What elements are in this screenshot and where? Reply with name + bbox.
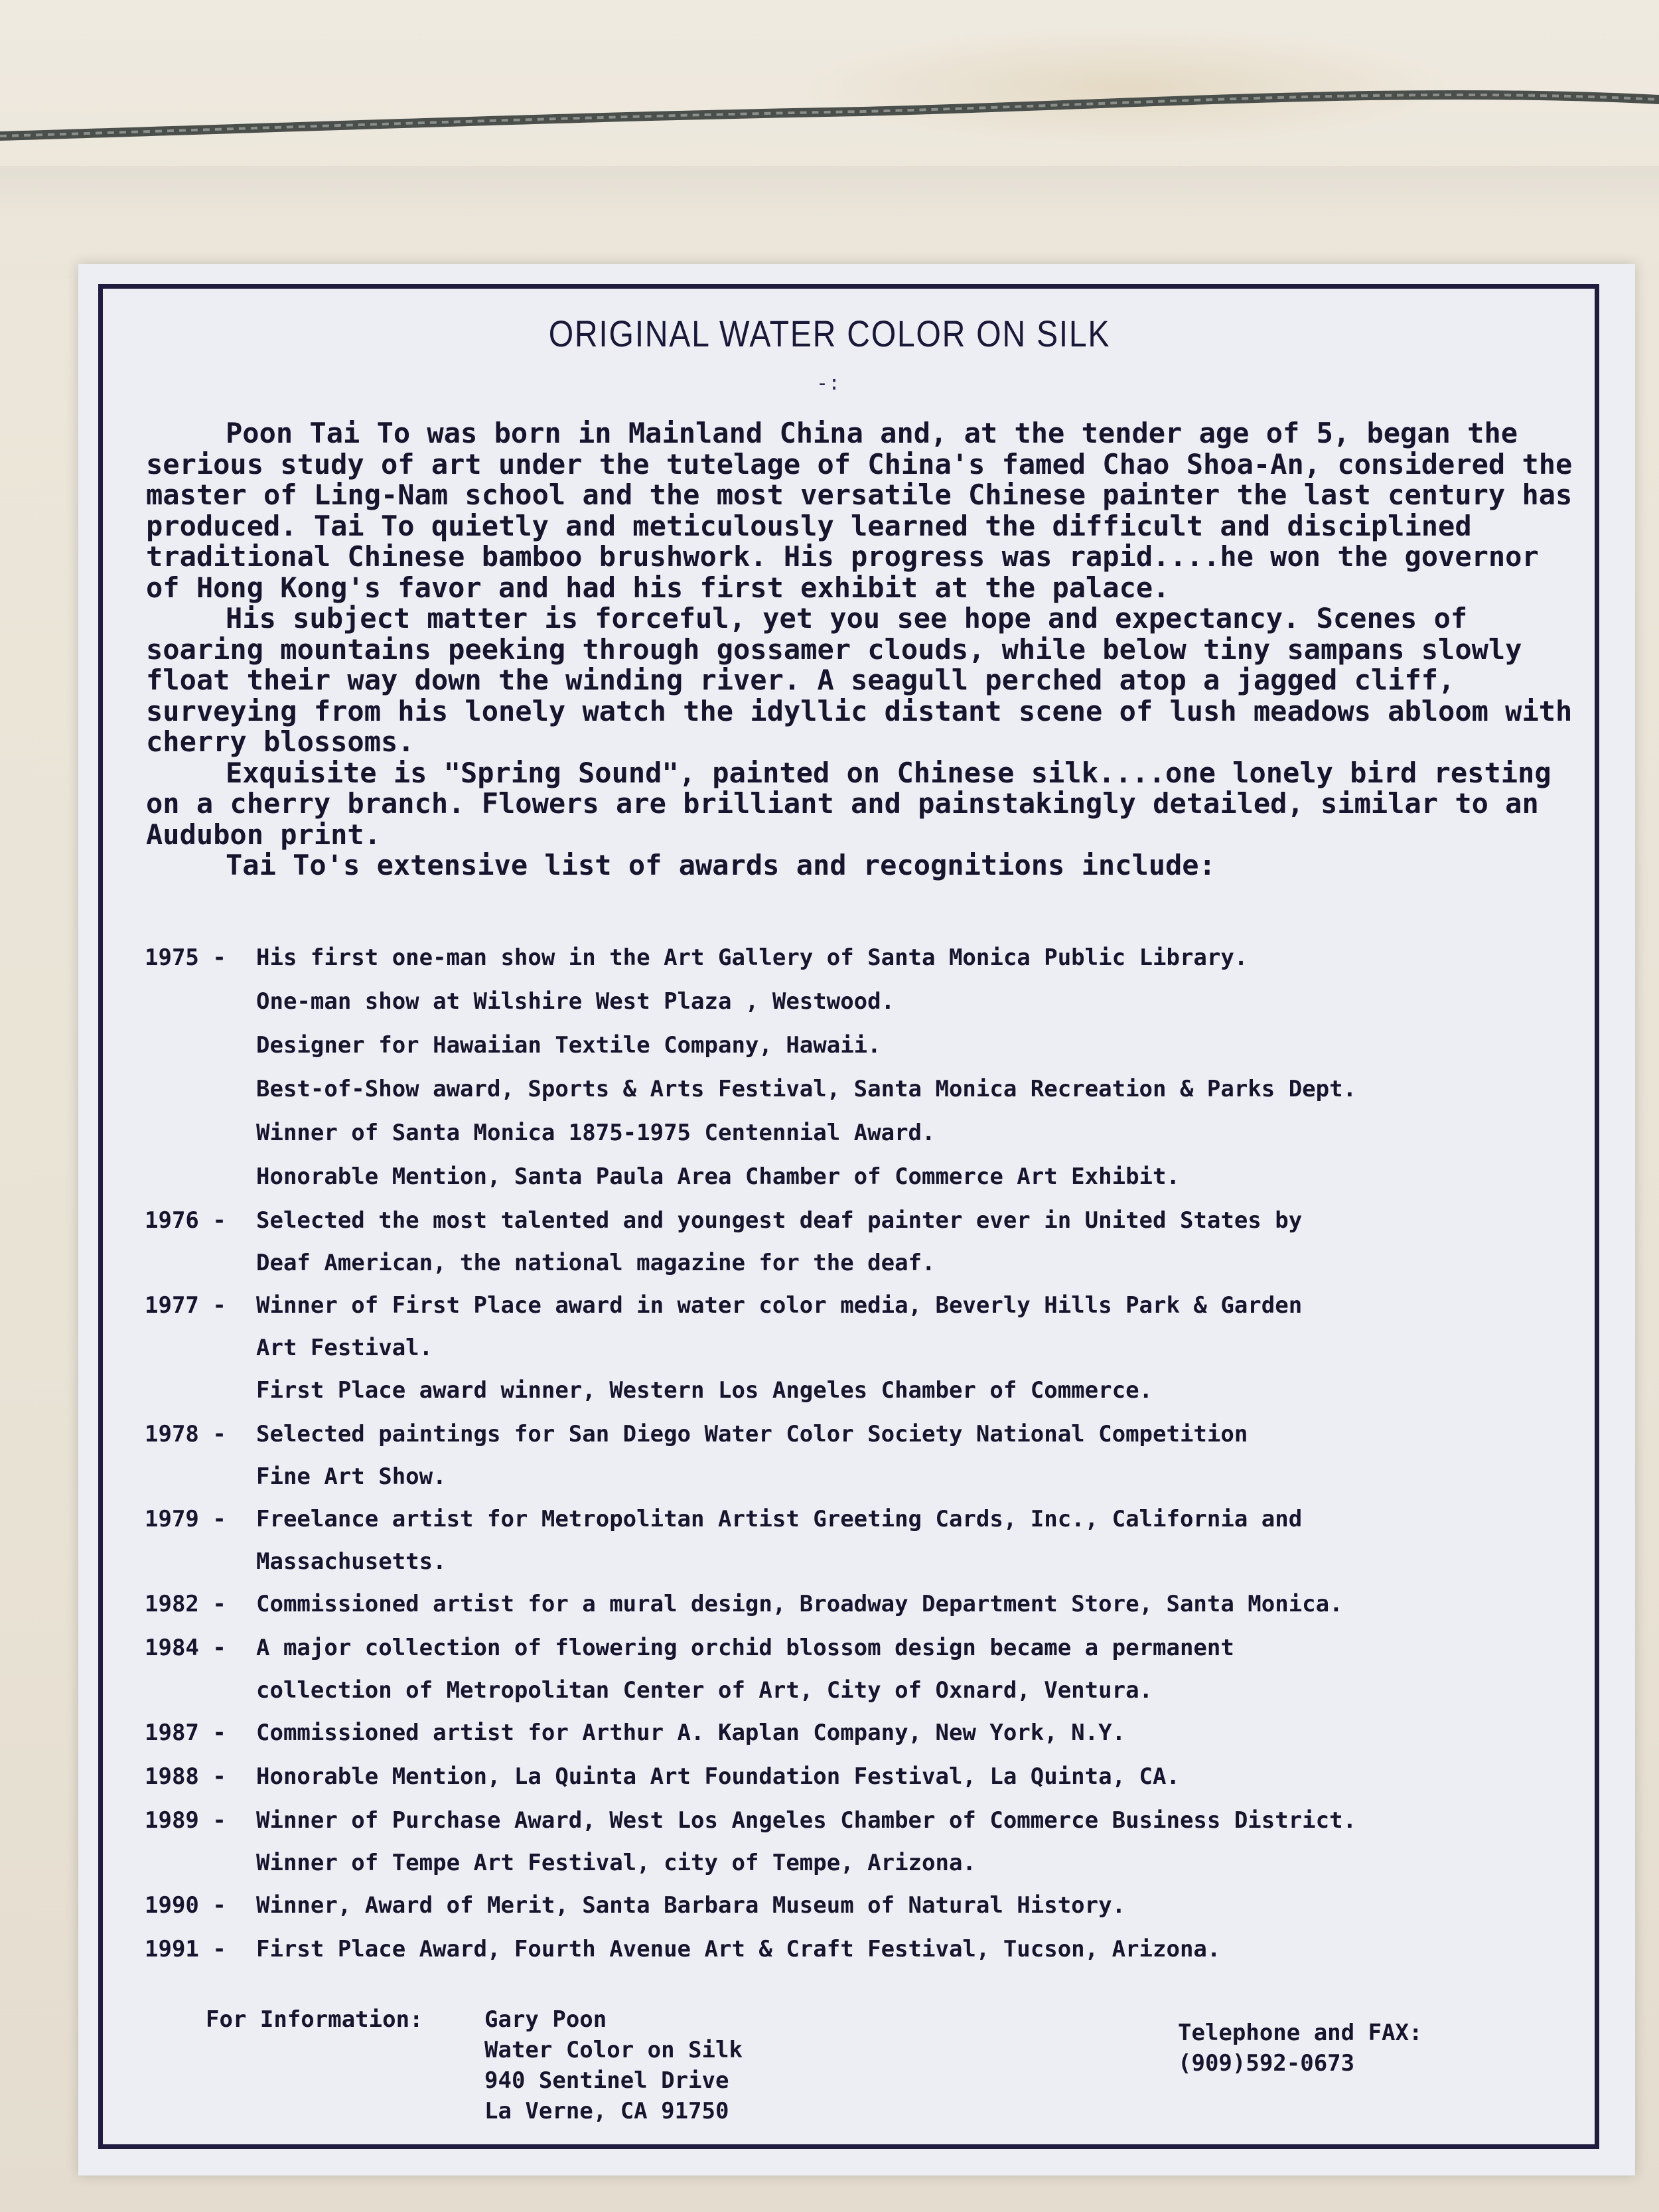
award-line	[145, 1023, 1591, 1067]
award-line	[145, 1284, 1591, 1327]
paragraph-spring-sound: Exquisite is "Spring Sound", painted on Chinese silk....one lonely bird resting on a cherry branch. Flowers are brilliant and painstakingly detailed, similar to an Audubon print.	[146, 756, 1551, 851]
award-entry	[145, 1883, 1591, 1927]
award-line	[145, 1883, 1591, 1927]
award-year: 1976 -	[145, 1207, 226, 1234]
award-text: Designer for Hawaiian Textile Company, Hawaii.	[256, 1032, 881, 1059]
award-year: 1987 -	[145, 1720, 226, 1746]
award-year: 1982 -	[145, 1591, 226, 1617]
info-label: For Information:	[206, 2006, 423, 2033]
award-year: 1978 -	[145, 1421, 226, 1447]
award-line	[145, 1842, 1591, 1883]
award-entry	[145, 1799, 1591, 1883]
award-year: 1988 -	[145, 1763, 226, 1790]
award-text: Winner of First Place award in water color media, Beverly Hills Park & Garden	[256, 1292, 1303, 1319]
award-text: Deaf American, the national magazine for the deaf.	[256, 1250, 936, 1276]
award-line	[145, 1155, 1591, 1199]
intro-text	[146, 418, 1573, 881]
award-text: Honorable Mention, La Quinta Art Foundation Festival, La Quinta, CA.	[256, 1763, 1180, 1790]
award-line	[145, 1412, 1591, 1456]
award-line	[145, 1368, 1591, 1412]
paragraph-subject-matter: His subject matter is forceful, yet you see hope and expectancy. Scenes of soaring mountains peeking through gossamer clouds, while below tiny sampans slowly float their way down the winding river. A seagull perched atop a jagged cliff, surveying from his lonely watch the idyllic distant scene of lush meadows abloom with cherry blossoms.	[146, 602, 1573, 758]
award-entry	[145, 1626, 1591, 1711]
address-line: Water Color on Silk	[484, 2037, 743, 2063]
address-line: Gary Poon	[484, 2006, 607, 2033]
award-line	[145, 1626, 1591, 1670]
award-text: Massachusetts.	[256, 1548, 447, 1575]
award-entry	[145, 1067, 1591, 1111]
award-entry	[145, 1755, 1591, 1799]
award-entry	[145, 1582, 1591, 1626]
award-text: Winner of Santa Monica 1875-1975 Centennial Award.	[256, 1120, 936, 1146]
award-line	[145, 1927, 1591, 1971]
award-year: 1979 -	[145, 1506, 226, 1532]
phone-label: Telephone and FAX:	[1178, 2020, 1423, 2046]
award-year: 1984 -	[145, 1635, 226, 1661]
award-entry	[145, 1368, 1591, 1412]
award-year: 1990 -	[145, 1892, 226, 1919]
address-line: La Verne, CA 91750	[484, 2098, 729, 2124]
award-year: 1977 -	[145, 1292, 226, 1319]
award-text: His first one-man show in the Art Gallery of Santa Monica Public Library.	[256, 944, 1248, 971]
awards-list	[145, 936, 1591, 1971]
phone-number: (909)592-0673	[1178, 2050, 1355, 2077]
award-text: Fine Art Show.	[256, 1463, 447, 1490]
award-entry	[145, 1497, 1591, 1582]
award-line	[145, 936, 1591, 980]
contact-address	[484, 2004, 743, 2126]
award-line	[145, 1755, 1591, 1799]
award-year: 1975 -	[145, 944, 226, 971]
award-text: Commissioned artist for a mural design, Broadway Department Store, Santa Monica.	[256, 1591, 1343, 1617]
frame-edge	[0, 166, 1659, 226]
award-text: Commissioned artist for Arthur A. Kaplan Company, New York, N.Y.	[256, 1720, 1126, 1746]
award-text: Winner of Tempe Art Festival, city of Tempe, Arizona.	[256, 1850, 976, 1876]
contact-phone	[1178, 2018, 1422, 2079]
award-entry	[145, 1199, 1591, 1284]
award-line	[145, 1456, 1591, 1497]
paragraph-biography: Poon Tai To was born in Mainland China and, at the tender age of 5, began the serious study of art under the tutelage of China's famed Chao Shoa-An, considered the master of Ling-Nam school and the most versatile Chinese painter the last century has produced. Tai To quietly and meticulously learned the difficult and disciplined traditional Chinese bamboo brushwork. His progress was rapid....he won the governor of Hong Kong's favor and had his first exhibit at the palace.	[146, 417, 1573, 604]
award-line	[145, 1497, 1591, 1541]
award-text: A major collection of flowering orchid blossom design became a permanent	[256, 1635, 1234, 1661]
award-line	[145, 1199, 1591, 1242]
award-line	[145, 1327, 1591, 1368]
award-line	[145, 1670, 1591, 1711]
award-line	[145, 1541, 1591, 1582]
award-entry	[145, 936, 1591, 980]
award-line	[145, 1799, 1591, 1842]
award-text: Selected the most talented and youngest deaf painter ever in United States by	[256, 1207, 1303, 1234]
award-year: 1991 -	[145, 1936, 226, 1962]
award-entry	[145, 1927, 1591, 1971]
award-text: Winner, Award of Merit, Santa Barbara Museum of Natural History.	[256, 1892, 1126, 1919]
award-year: 1989 -	[145, 1807, 226, 1834]
paragraph-awards-intro: Tai To's extensive list of awards and recognitions include:	[226, 849, 1216, 881]
award-text: First Place Award, Fourth Avenue Art & Craft Festival, Tucson, Arizona.	[256, 1936, 1221, 1962]
award-line	[145, 1111, 1591, 1155]
award-line	[145, 1067, 1591, 1111]
address-line: 940 Sentinel Drive	[484, 2067, 729, 2094]
award-text: Freelance artist for Metropolitan Artist Greeting Cards, Inc., California and	[256, 1506, 1303, 1532]
award-entry	[145, 1111, 1591, 1155]
award-line	[145, 980, 1591, 1023]
award-line	[145, 1582, 1591, 1626]
award-text: Winner of Purchase Award, West Los Angeles Chamber of Commerce Business District.	[256, 1807, 1357, 1834]
award-entry	[145, 980, 1591, 1023]
award-text: First Place award winner, Western Los Angeles Chamber of Commerce.	[256, 1377, 1153, 1404]
award-line	[145, 1711, 1591, 1755]
award-line	[145, 1242, 1591, 1284]
award-text: Best-of-Show award, Sports & Arts Festival, Santa Monica Recreation & Parks Dept.	[256, 1076, 1357, 1102]
award-entry	[145, 1412, 1591, 1497]
smudge-mark: -:	[816, 372, 841, 395]
award-text: Selected paintings for San Diego Water Color Society National Competition	[256, 1421, 1248, 1447]
award-text: Art Festival.	[256, 1335, 433, 1361]
award-entry	[145, 1155, 1591, 1199]
award-text: collection of Metropolitan Center of Art, City of Oxnard, Ventura.	[256, 1677, 1153, 1704]
award-entry	[145, 1284, 1591, 1368]
document-title: ORIGINAL WATER COLOR ON SILK	[548, 313, 1111, 354]
award-text: Honorable Mention, Santa Paula Area Chamber of Commerce Art Exhibit.	[256, 1163, 1180, 1190]
award-entry	[145, 1711, 1591, 1755]
award-entry	[145, 1023, 1591, 1067]
award-text: One-man show at Wilshire West Plaza , Westwood.	[256, 988, 895, 1015]
